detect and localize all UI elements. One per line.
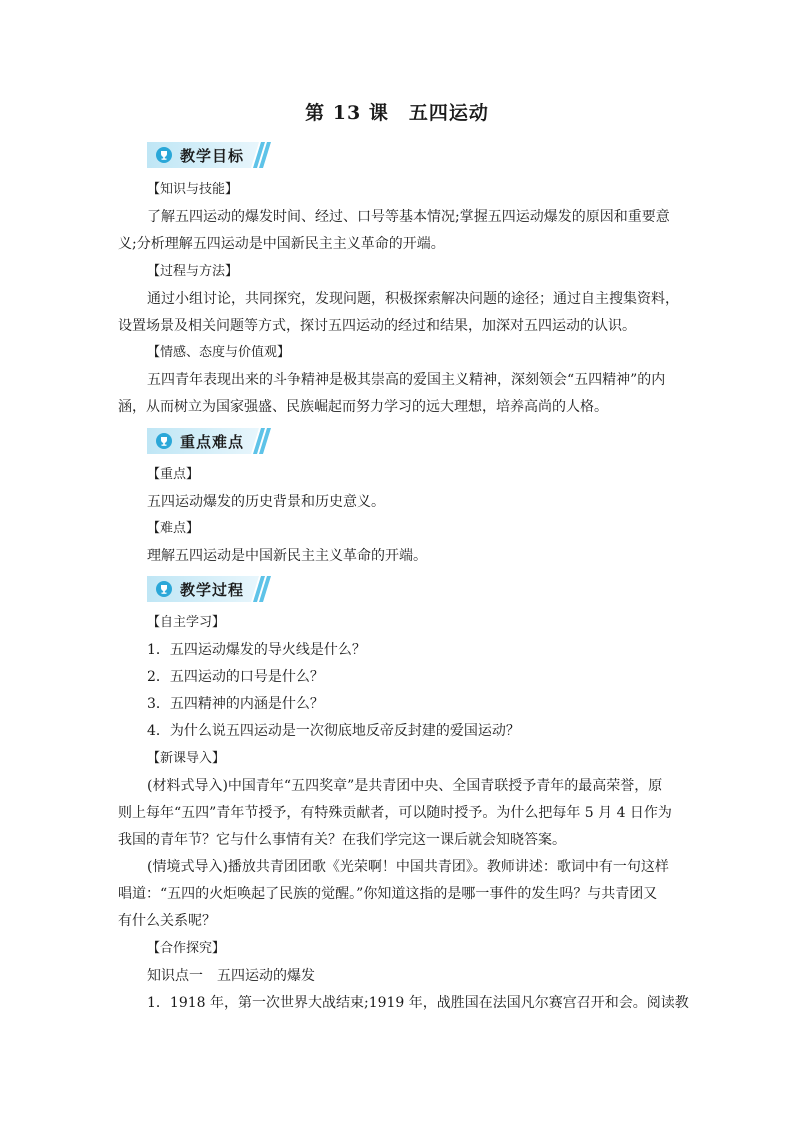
page-title <box>0 98 794 125</box>
paragraph-line: 五四运动爆发的历史背景和历史意义。 <box>147 494 385 510</box>
trophy-icon <box>156 433 172 449</box>
question-item: 1．五四运动爆发的导火线是什么？ <box>147 642 366 658</box>
intro-heading: 【新课导入】 <box>147 751 226 766</box>
paragraph-line: 唱道：“五四的火炬唤起了民族的觉醒。”你知道这指的是哪一事件的发生吗？与共青团又 <box>118 886 658 902</box>
paragraph-line: 设置场景及相关问题等方式，探讨五四运动的经过和结果，加深对五四运动的认识。 <box>118 318 636 334</box>
focus-heading: 【重点】 <box>147 467 200 482</box>
section-title: 教学目标 <box>180 147 245 165</box>
paragraph-line: 我国的青年节？它与什么事情有关？在我们学完这一课后就会知晓答案。 <box>118 832 566 848</box>
section-banner-objectives <box>147 142 275 168</box>
emotion-heading: 【情感、态度与价值观】 <box>147 345 291 360</box>
lesson-number: 第 13 课 <box>305 102 389 124</box>
process-method-heading: 【过程与方法】 <box>147 264 239 279</box>
question-item: 2．五四运动的口号是什么？ <box>147 669 324 685</box>
question-item: 3．五四精神的内涵是什么？ <box>147 696 324 712</box>
paragraph-line: 了解五四运动的爆发时间、经过、口号等基本情况;掌握五四运动爆发的原因和重要意 <box>147 209 670 225</box>
section-banner-process <box>147 576 275 602</box>
cooperation-heading: 【合作探究】 <box>147 941 226 956</box>
trophy-icon <box>156 581 172 597</box>
lesson-name: 五四运动 <box>408 102 489 124</box>
paragraph-line: (情境式导入)播放共青团团歌《光荣啊！中国共青团》。教师讲述：歌词中有一句这样 <box>147 859 669 875</box>
paragraph-line: 义;分析理解五四运动是中国新民主主义革命的开端。 <box>118 236 445 252</box>
self-study-heading: 【自主学习】 <box>147 615 226 630</box>
paragraph-line: 1．1918 年，第一次世界大战结束;1919 年，战胜国在法国凡尔赛宫召开和会。阅读教 <box>147 995 689 1011</box>
paragraph-line: 则上每年“五四”青年节授予，有特殊贡献者，可以随时授予。为什么把每年 5 月 4 日作为 <box>118 805 672 821</box>
paragraph-line: 五四青年表现出来的斗争精神是极其崇高的爱国主义精神，深刻领会“五四精神”的内 <box>147 372 666 388</box>
section-title: 重点难点 <box>180 433 245 451</box>
paragraph-line: 涵，从而树立为国家强盛、民族崛起而努力学习的远大理想，培养高尚的人格。 <box>118 399 608 415</box>
paragraph-line: 有什么关系呢？ <box>118 913 216 929</box>
section-title: 教学过程 <box>180 581 245 599</box>
difficulty-heading: 【难点】 <box>147 521 200 536</box>
knowledge-point-title: 知识点一 五四运动的爆发 <box>147 968 315 984</box>
paragraph-line: 通过小组讨论，共同探究，发现问题，积极探索解决问题的途径；通过自主搜集资料， <box>147 291 679 307</box>
knowledge-heading: 【知识与技能】 <box>147 182 239 197</box>
trophy-icon <box>156 147 172 163</box>
paragraph-line: (材料式导入)中国青年“五四奖章”是共青团中央、全国青联授予青年的最高荣誉，原 <box>147 778 663 794</box>
section-banner-key-points <box>147 428 275 454</box>
paragraph-line: 理解五四运动是中国新民主主义革命的开端。 <box>147 548 427 564</box>
question-item: 4．为什么说五四运动是一次彻底地反帝反封建的爱国运动？ <box>147 723 520 739</box>
